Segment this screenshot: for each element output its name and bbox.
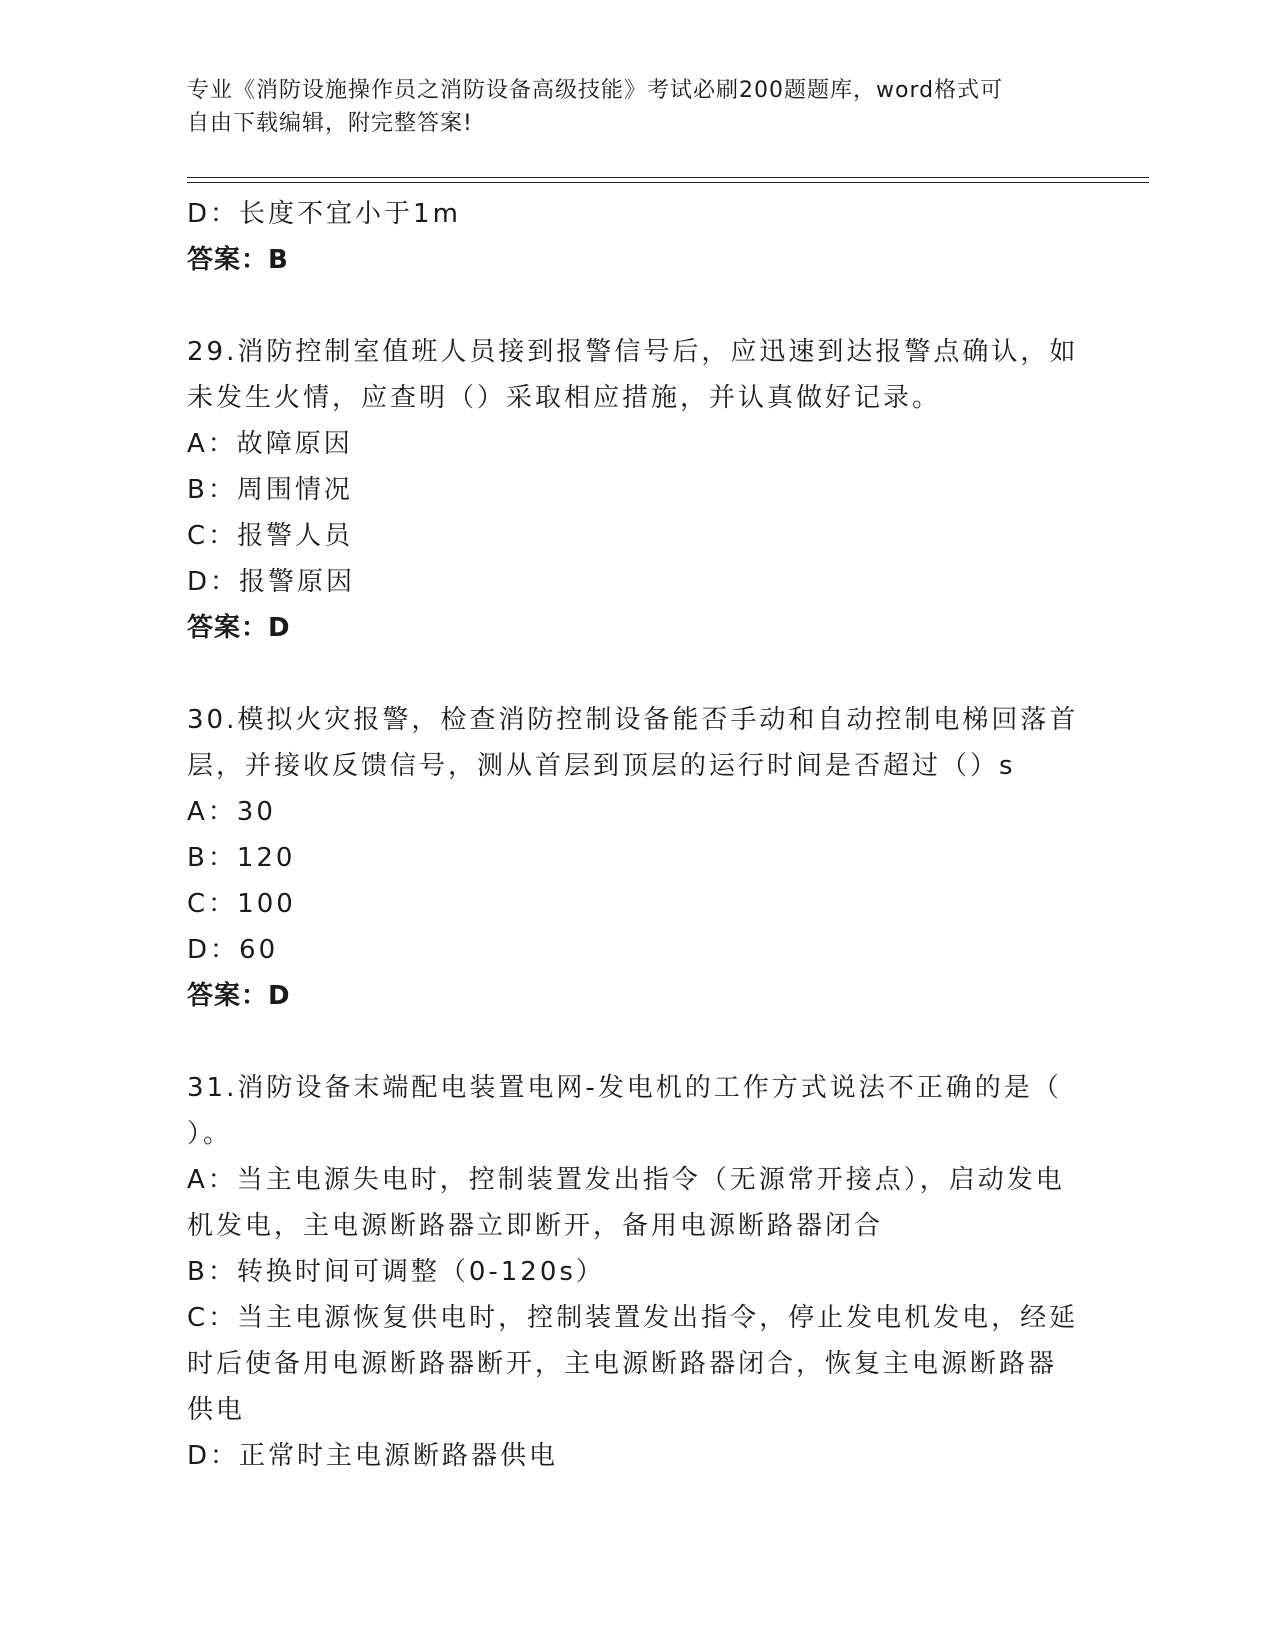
option-a: A：30	[187, 797, 276, 827]
document-header	[187, 74, 1067, 140]
answer-line: 答案：B	[187, 245, 289, 275]
spacer	[187, 651, 1087, 697]
question-30	[187, 697, 1087, 1019]
option-d: D：正常时主电源断路器供电	[187, 1441, 559, 1471]
option-b: B：120	[187, 843, 296, 873]
option-d: D：60	[187, 935, 279, 965]
answer-line: 答案：D	[187, 981, 291, 1011]
header-title-line-2: 自由下载编辑，附完整答案!	[187, 111, 473, 136]
option-c: C：100	[187, 889, 296, 919]
question-stem-line: ）。	[187, 1119, 233, 1149]
option-c-continued: 时后使备用电源断路器断开，主电源断路器闭合，恢复主电源断路器	[187, 1349, 1058, 1379]
spacer	[187, 283, 1087, 329]
option-a: A：当主电源失电时，控制装置发出指令（无源常开接点），启动发电	[187, 1165, 1065, 1195]
option-d: D：报警原因	[187, 567, 356, 597]
question-31	[187, 1065, 1087, 1479]
option-c: C：报警人员	[187, 521, 354, 551]
question-stem-line: 30.模拟火灾报警，检查消防控制设备能否手动和自动控制电梯回落首	[187, 705, 1079, 735]
previous-question-tail	[187, 191, 1087, 283]
header-title-line-1: 专业《消防设施操作员之消防设备高级技能》考试必刷200题题库，word格式可	[187, 78, 1004, 103]
question-29	[187, 329, 1087, 651]
option-b: B：转换时间可调整（0-120s）	[187, 1257, 605, 1287]
question-stem-line: 层，并接收反馈信号，测从首层到顶层的运行时间是否超过（）s	[187, 751, 1016, 781]
header-divider-bottom	[187, 182, 1149, 183]
question-list	[187, 191, 1087, 1479]
option-b: B：周围情况	[187, 475, 353, 505]
question-stem-line: 31.消防设备末端配电装置电网-发电机的工作方式说法不正确的是（	[187, 1073, 1062, 1103]
option-c: C：当主电源恢复供电时，控制装置发出指令，停止发电机发电，经延	[187, 1303, 1079, 1333]
option-a-continued: 机发电，主电源断路器立即断开，备用电源断路器闭合	[187, 1211, 884, 1241]
answer-line: 答案：D	[187, 613, 291, 643]
question-stem-line: 未发生火情，应查明（）采取相应措施，并认真做好记录。	[187, 383, 942, 413]
question-stem-line: 29.消防控制室值班人员接到报警信号后，应迅速到达报警点确认，如	[187, 337, 1079, 367]
option-c-continued: 供电	[187, 1395, 246, 1425]
header-divider-top	[187, 177, 1149, 178]
option-d: D：长度不宜小于1m	[187, 199, 461, 229]
option-a: A：故障原因	[187, 429, 353, 459]
spacer	[187, 1019, 1087, 1065]
